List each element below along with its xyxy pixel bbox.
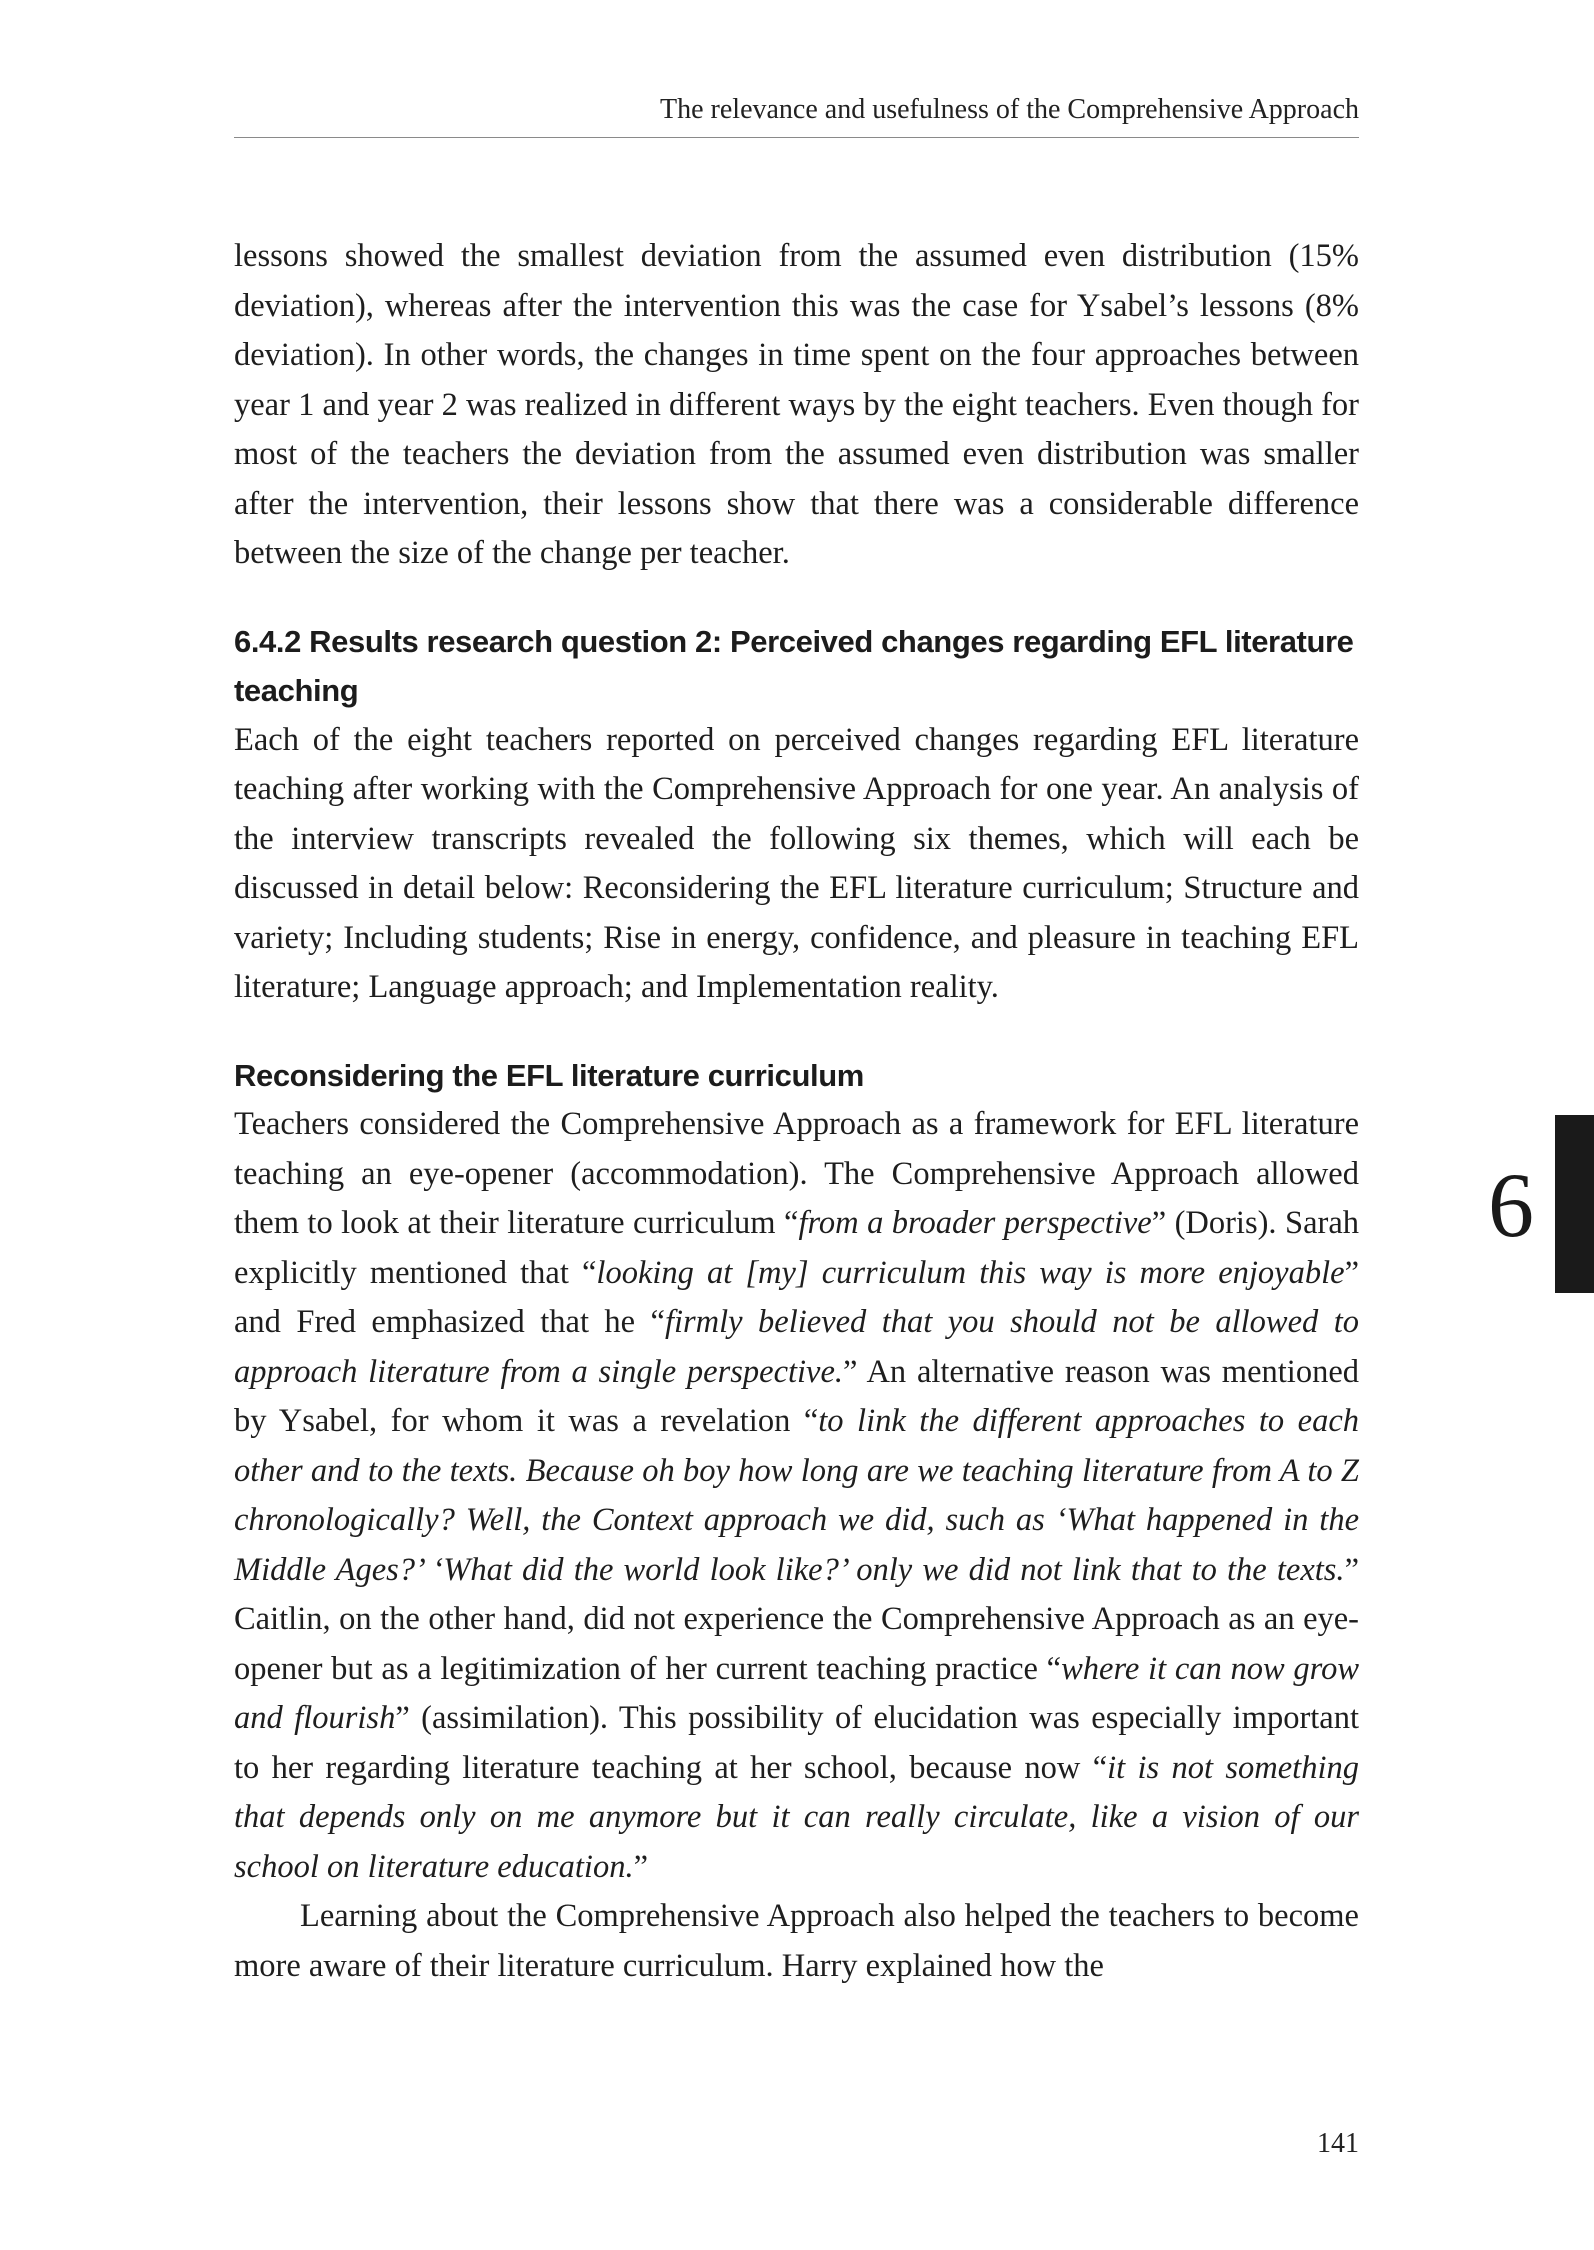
paragraph-continuation: lessons showed the smallest deviation from the assumed even distribution (15% deviation), whereas after the intervention this was the case for Ysabel’s lessons (8% deviation). In other words, the changes in time spent on the four approaches between year 1 and year 2 was realized in different ways by the eight teachers. Even though for most of the teachers the deviation from the assumed even distribution was smaller after the intervention, their lessons show that there was a considerable difference between the size of the change per teacher.: [234, 238, 1359, 571]
text-run: ” and Fred emphasized that he “: [234, 1254, 1359, 1340]
paragraph-awareness: Learning about the Comprehensive Approach also helped the teachers to become more aware of their literature curriculum. Harry explained how the: [234, 1898, 1359, 1984]
subsection-heading: Reconsidering the EFL literature curriculum: [234, 1057, 864, 1093]
quote-sarah: looking at [my] curriculum this way is more enjoyable: [596, 1254, 1345, 1291]
text-run: ” An alternative reason was mentioned by Ysabel, for whom it was a revelation “: [234, 1353, 1359, 1439]
text-run: ” (assimilation). This possibility of elucidation was especially important to her regarding literature teaching at her school, because now “: [234, 1700, 1360, 1786]
paragraph-themes-overview: Each of the eight teachers reported on perceived changes regarding EFL literature teaching after working with the Comprehensive Approach for one year. An analysis of the interview transcripts revealed the following six themes, which will each be discussed in detail below: Reconsidering the EFL literature curriculum; Structure and variety; Including students; Rise in energy, confidence, and pleasure in teaching EFL literature; Language approach; and Implementation reality.: [234, 721, 1359, 1005]
quote-doris: from a broader perspective: [798, 1205, 1152, 1241]
text-run: ” Caitlin, on the other hand, did not experience the Comprehensive Approach as an eye-opener but as a legitimization of her current teaching practice “: [234, 1551, 1359, 1687]
chapter-number: 6: [1488, 1154, 1534, 1256]
running-header: The relevance and usefulness of the Comprehensive Approach: [660, 94, 1359, 125]
text-run: ”: [633, 1848, 649, 1885]
chapter-tab-bar: [1555, 1115, 1594, 1293]
text-run: Teachers considered the Comprehensive Approach as a framework for EFL literature teaching an eye-opener (accommodation). The Comprehensive Approach allowed them to look at their literature curriculum “: [234, 1106, 1359, 1241]
page-body: [234, 232, 1359, 1991]
text-run: ” (Doris). Sarah explicitly mentioned that “: [234, 1205, 1359, 1291]
quote-caitlin-2: it is not something that depends only on me anymore but it can really circulate, like a vision of our school on literature education.: [234, 1749, 1359, 1885]
quote-ysabel: to link the different approaches to each other and to the texts. Because oh boy how long are we teaching literature from A to Z chronologically? Well, the Context approach we did, such as ‘What happened in the Middle Ages?’ ‘What did the world look like?’ only we did not link that to the texts.: [234, 1403, 1360, 1588]
page-number: 141: [1317, 2128, 1359, 2159]
quote-caitlin-1: where it can now grow and flourish: [234, 1650, 1359, 1736]
section-heading: 6.4.2 Results research question 2: Perceived changes regarding EFL literature teaching: [234, 623, 1354, 708]
quote-fred: firmly believed that you should not be allowed to approach literature from a single perspective.: [234, 1304, 1359, 1390]
header-rule: [234, 137, 1359, 138]
paragraph-curriculum: [234, 1100, 1359, 1892]
